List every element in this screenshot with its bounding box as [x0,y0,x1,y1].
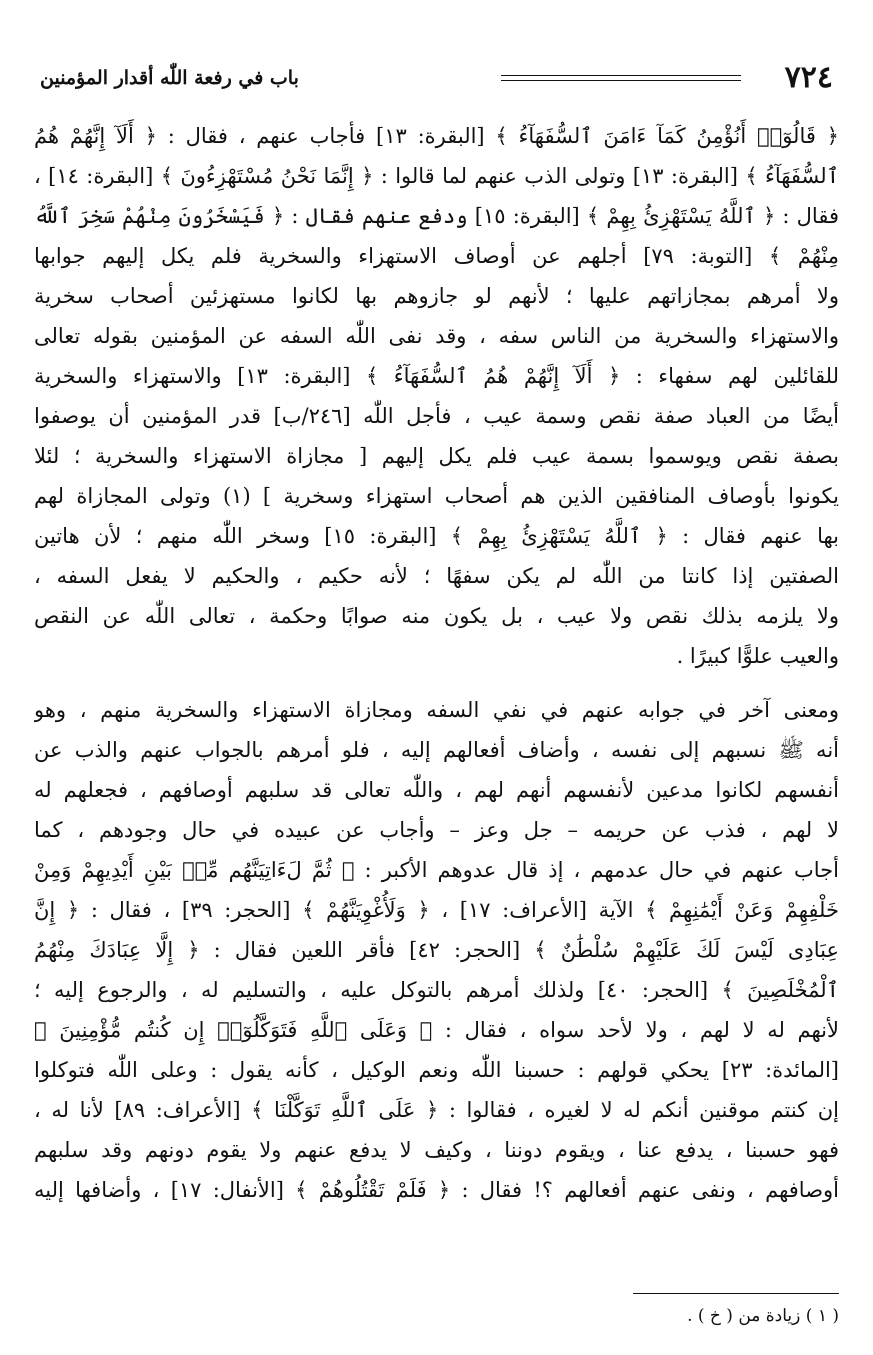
page-header [40,58,833,98]
main-text [34,116,839,1210]
text-line: الصفتين إذا كانتا من اللّٰه لم يكن سفهًا ؛ لأنه حكيم ، والحكيم لا يفعل السفه ، [34,564,839,588]
header-rule-top [501,75,741,76]
text-line: والاستهزاء والسخرية من الناس سفه ، وقد نفى اللّٰه السفه عن المؤمنين بقوله تعالى [34,324,839,348]
text-line: للقائلين لهم سفهاء : ﴿ أَلَآ إِنَّهُمْ هُمُ ٱلسُّفَهَآءُ ﴾ [البقرة: ١٣] والاستهزاء والسخرية [34,364,839,388]
page-number: ٧٢٤ [784,60,833,95]
text-line: أنه ﷺ نسبهم إلى نفسه ، وأضاف أفعالهم إليه ، فلو أمرهم بالجواب عنهم والذب عن [34,738,839,762]
running-title: باب في رفعة اللّٰه أقدار المؤمنين [40,67,299,89]
text-line: أوصافهم ، ونفى عنهم أفعالهم ؟! فقال : ﴿ فَلَمْ تَقْتُلُوهُمْ ﴾ [الأنفال: ١٧] ، وأضافها إليه [34,1178,839,1202]
text-line: ولا يلزمه بذلك نقص ولا عيب ، بل يكون منه صوابًا وحكمة ، تعالى اللّٰه عن النقص [34,604,839,628]
text-line: بها عنهم فقال : ﴿ ٱللَّهُ يَسْتَهْزِئُ بِهِمْ ﴾ [البقرة: ١٥] وسخر اللّٰه منهم ؛ لأن هاتين [34,524,839,548]
text-line: فهو حسبنا ، يدفع عنا ، ويقوم دوننا ، وكيف لا يدفع عنهم ولا يقوم دونهم وقد سلبهم [34,1138,839,1162]
text-line: أيضًا من العباد صفة نقص وسمة عيب ، فأجل اللّٰه [٢٤٦/ب] قدر المؤمنين أن يوصفوا [34,404,839,428]
text-line: عِبَادِى لَيْسَ لَكَ عَلَيْهِمْ سُلْطَٰنٌ ﴾ [الحجر: ٤٢] فأقر اللعين فقال : ﴿ إِلَّا عِبَادَكَ مِنْهُمُ [34,938,839,962]
text-line: لأنهم له لا لهم ، ولا لأحد سواه ، فقال : ﴿ وَعَلَى ٱللَّهِ فَتَوَكَّلُوٓا۟ إِن كُنتُم مُّؤْمِنِينَ ﴾ [34,1018,839,1042]
text-line: ٱلْمُخْلَصِينَ ﴾ [الحجر: ٤٠] ولذلك أمرهم بالتوكل عليه ، والتسليم له ، والرجوع إليه ؛ [34,978,839,1002]
text-line: خَلْفِهِمْ وَعَنْ أَيْمَٰنِهِمْ ﴾ الآية [الأعراف: ١٧] ، ﴿ وَلَأُغْوِيَنَّهُمْ ﴾ [الحجر: ٣٩] ، فقال : ﴿ إِنَّ [34,898,839,922]
text-line: أنفسهم لكانوا مدعين لأنفسهم أنهم لهم ، واللّٰه تعالى قد سلبهم أوصافهم ، فجعلهم له [34,778,839,802]
text-line: فقال : ﴿ ٱللَّهُ يَسْتَهْزِئُ بِهِمْ ﴾ [البقرة: ١٥] ودفع عنهم فقال : ﴿ فَيَسْخَرُونَ مِنْهُمْ سَخِرَ ٱللَّهُ [34,204,839,228]
text-line: مِنْهُمْ ﴾ [التوبة: ٧٩] أجلهم عن أوصاف الاستهزاء والسخرية فلم يكل إليهم جوابها [34,244,839,268]
header-rule-bottom [501,80,741,81]
text-line: [المائدة: ٢٣] يحكي قولهم : حسبنا اللّٰه ونعم الوكيل ، كأنه يقول : وعلى اللّٰه فتوكلوا [34,1058,839,1082]
text-line: ومعنى آخر في جوابه عنهم في نفي السفه ومجازاة الاستهزاء والسخرية منهم ، وهو [34,698,839,722]
text-line: ﴿ قَالُوٓا۟ أَنُؤْمِنُ كَمَآ ءَامَنَ ٱلسُّفَهَآءُ ﴾ [البقرة: ١٣] فأجاب عنهم ، فقال : ﴿ أَلَآ إِنَّهُمْ هُمُ [34,124,839,148]
text-line: ٱلسُّفَهَآءُ ﴾ [البقرة: ١٣] وتولى الذب عنهم لما قالوا : ﴿ إِنَّمَا نَحْنُ مُسْتَهْزِءُونَ ﴾ [البقرة: ١٤] ، [34,164,839,188]
paragraph-1 [34,116,839,676]
text-line: والعيب علوًّا كبيرًا . [676,644,839,668]
text-line: ولا أمرهم بمجازاتهم عليها ؛ لأنهم لو جازوهم بها لكانوا مستهزئين أصحاب سخرية [34,284,839,308]
text-line: أجاب عنهم في حال عدمهم ، إذ قال عدوهم الأكبر : ﴿ ثُمَّ لَءَاتِيَنَّهُم مِّنۢ بَيْنِ أَيْدِيهِمْ وَمِنْ [34,858,839,882]
text-line: لا لهم ، فذب عن حريمه – جل وعز – وأجاب عن عبيده في حال وجودهم ، كما [34,818,839,842]
text-line: يكونوا بأوصاف المنافقين الذين هم أصحاب استهزاء وسخرية ] (١) وتولى المجازاة لهم [34,484,839,508]
footnote: ( ١ ) زيادة من ( خ ) . [687,1306,839,1326]
paragraph-2 [34,690,839,1210]
footnote-rule [633,1293,839,1294]
text-line: بصفة نقص ويوسموا بسمة عيب فلم يكل إليهم [ مجازاة الاستهزاء والسخرية ؛ لئلا [34,444,839,468]
text-line: إن كنتم موقنين أنكم له لا لغيره ، فقالوا : ﴿ عَلَى ٱللَّهِ تَوَكَّلْنَا ﴾ [الأعراف: ٨٩] لأنا له ، [34,1098,839,1122]
paragraph-gap [34,676,839,690]
